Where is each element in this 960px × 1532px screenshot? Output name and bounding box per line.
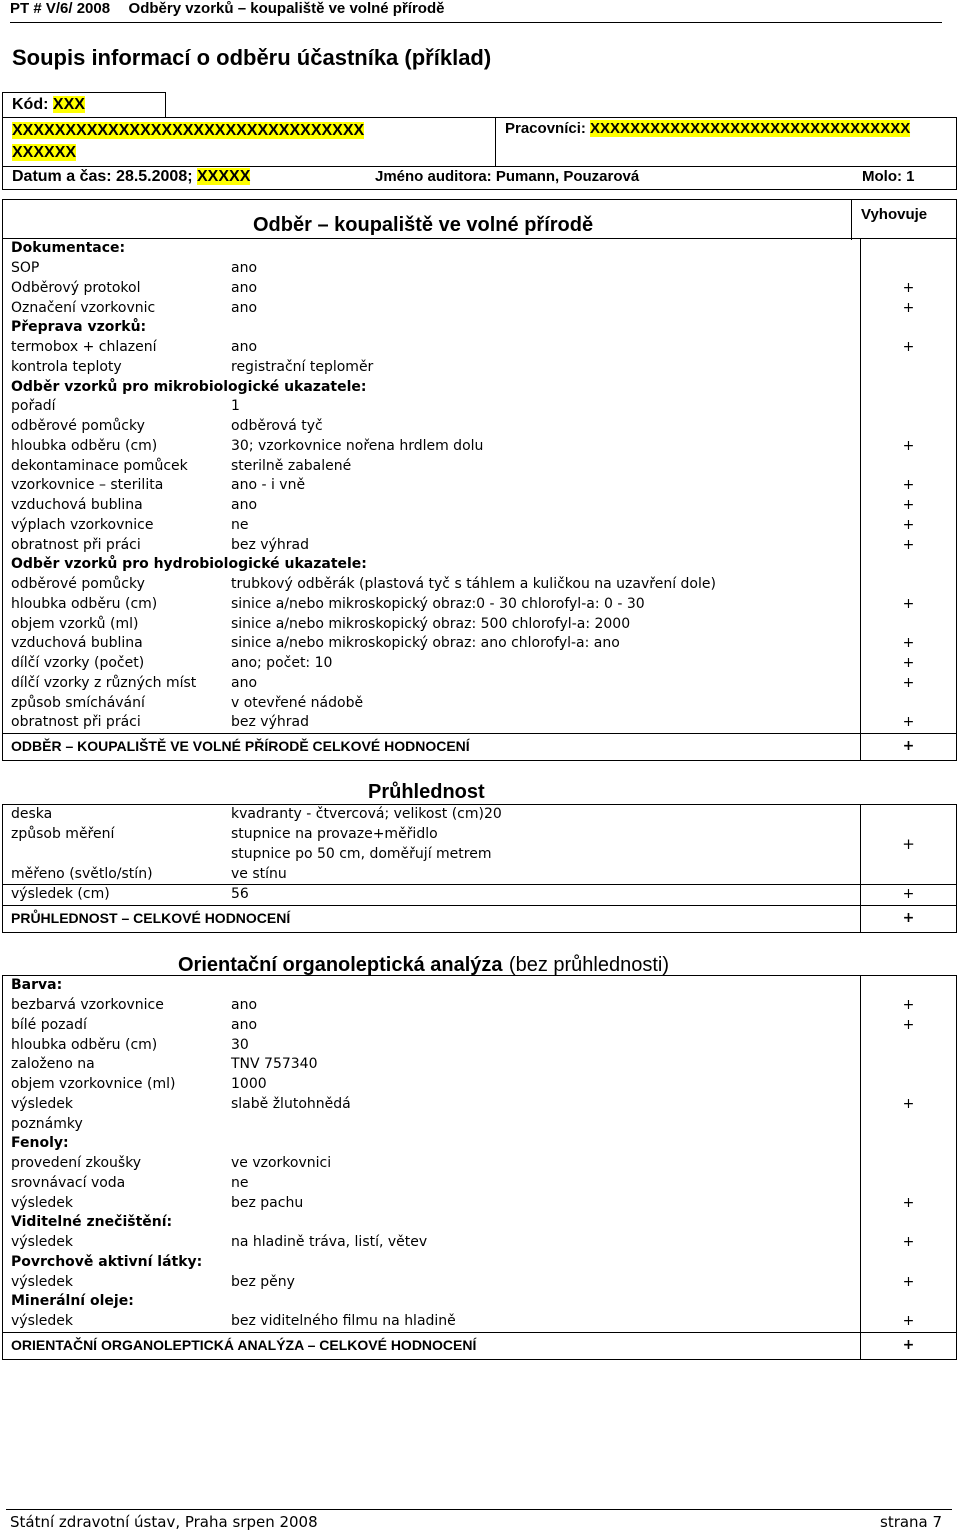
table-row — [3, 1055, 957, 1075]
row-mark — [861, 1253, 957, 1273]
table-row — [3, 1292, 957, 1312]
header-divider — [10, 22, 942, 23]
row-mark — [861, 417, 957, 437]
row-mark: + — [861, 476, 957, 496]
row-label: výsledek — [3, 1272, 224, 1292]
table-row — [3, 1016, 957, 1036]
total-label: PRŮHLEDNOST – CELKOVÉ HODNOCENÍ — [3, 905, 861, 932]
row-label: objem vzorkovnice (ml) — [3, 1075, 224, 1095]
footer-page-number: strana 7 — [880, 1513, 943, 1531]
row-heading: Minerální oleje: — [3, 1292, 224, 1312]
row-value: ano — [231, 674, 258, 691]
row-mark — [861, 358, 957, 378]
row-label: výsledek — [3, 1095, 224, 1115]
row-mark: + — [861, 1193, 957, 1213]
row-label: provedení zkoušky — [3, 1154, 224, 1174]
total-row — [3, 905, 957, 932]
code-label: Kód: — [12, 96, 49, 113]
complies-header: Vyhovuje — [861, 206, 928, 223]
table-row — [3, 845, 957, 865]
row-value: bez výhrad — [231, 714, 309, 731]
row-value: odběrová tyč — [231, 418, 323, 435]
table-row — [3, 516, 957, 536]
row-mark: + — [861, 496, 957, 516]
row-value: TNV 757340 — [231, 1056, 318, 1073]
row-mark — [861, 456, 957, 476]
row-label: způsob měření — [3, 825, 224, 845]
table-row — [3, 614, 957, 634]
table-row — [3, 996, 957, 1016]
table-row — [3, 885, 957, 906]
row-value: bez výhrad — [231, 536, 309, 553]
row-label: dílčí vzorky z různých míst — [3, 674, 224, 694]
row-value — [223, 239, 861, 259]
code-value-3: XXXXXX — [12, 144, 77, 161]
row-mark: + — [861, 634, 957, 654]
row-mark: + — [861, 654, 957, 674]
row-value: ve stínu — [231, 865, 287, 882]
row-mark — [861, 1154, 957, 1174]
table-row — [3, 298, 957, 318]
table-row — [3, 1075, 957, 1095]
row-label: výplach vzorkovnice — [3, 516, 224, 536]
code-value-2: XXXXXXXXXXXXXXXXXXXXXXXXXXXXXXXXX — [12, 122, 365, 139]
row-heading: Barva: — [3, 976, 224, 996]
row-value — [223, 1253, 861, 1273]
table-row — [3, 1233, 957, 1253]
row-label: objem vzorků (ml) — [3, 614, 224, 634]
row-value — [223, 1292, 861, 1312]
row-label: výsledek — [3, 1312, 224, 1332]
row-value: 30 — [231, 1036, 249, 1053]
table-row — [3, 456, 957, 476]
row-value: ano — [231, 497, 258, 514]
row-label: srovnávací voda — [3, 1174, 224, 1194]
row-value: na hladině tráva, listí, větev — [231, 1234, 428, 1251]
row-value: sterilně zabalené — [231, 457, 352, 474]
row-value: registrační teploměr — [231, 358, 374, 375]
row-value: ano — [231, 260, 258, 277]
row-value — [223, 1134, 861, 1154]
total-row — [3, 733, 957, 760]
row-label: měřeno (světlo/stín) — [3, 864, 224, 884]
row-mark — [861, 1114, 957, 1134]
row-mark: + — [861, 298, 957, 318]
pier-field: Molo: 1 — [862, 168, 915, 185]
row-value: slabě žlutohnědá — [231, 1095, 351, 1112]
row-value: bez pěny — [231, 1273, 295, 1290]
table-row — [3, 864, 957, 884]
table-row — [3, 805, 957, 825]
table-row — [3, 634, 957, 654]
table-row — [3, 1174, 957, 1194]
row-label: založeno na — [3, 1055, 224, 1075]
row-heading: Fenoly: — [3, 1134, 224, 1154]
row-heading: Povrchově aktivní látky: — [3, 1253, 224, 1273]
row-mark: + — [861, 713, 957, 733]
table-row — [3, 1253, 957, 1273]
table-row — [3, 1272, 957, 1292]
row-value: trubkový odběrák (plastová tyč s táhlem a kuličkou na uzavření dole) — [231, 576, 716, 593]
row-value — [223, 318, 861, 338]
section1-header — [2, 199, 957, 239]
table-row — [3, 1134, 957, 1154]
row-label: hloubka odběru (cm) — [3, 595, 224, 615]
row-value: sinice a/nebo mikroskopický obraz: 500 chlorofyl-a: 2000 — [231, 615, 631, 632]
table-row — [3, 397, 957, 417]
row-label: Odběrový protokol — [3, 279, 224, 299]
row-label: vzduchová bublina — [3, 634, 224, 654]
row-value: 56 — [223, 885, 861, 906]
row-mark: + — [861, 674, 957, 694]
section3-title — [178, 952, 669, 977]
row-value: ano — [231, 997, 258, 1014]
row-value: stupnice po 50 cm, doměřují metrem — [231, 845, 492, 862]
code-value: XXX — [52, 96, 85, 113]
row-value: stupnice na provaze+měřidlo — [231, 826, 438, 843]
row-mark: + — [861, 805, 957, 885]
doc-code: PT # V/6/ 2008 — [10, 0, 111, 17]
footer-institution: Státní zdravotní ústav, Praha srpen 2008 — [10, 1513, 318, 1531]
row-label: Označení vzorkovnic — [3, 298, 224, 318]
row-value: ano; počet: 10 — [231, 655, 333, 672]
row-value: sinice a/nebo mikroskopický obraz:0 - 30 chlorofyl-a: 0 - 30 — [231, 595, 645, 612]
row-label: odběrové pomůcky — [3, 417, 224, 437]
table-row — [3, 825, 957, 845]
auditor-field: Jméno auditora: Pumann, Pouzarová — [375, 168, 640, 185]
row-mark: + — [861, 885, 957, 906]
row-label: bezbarvá vzorkovnice — [3, 996, 224, 1016]
row-label — [3, 845, 224, 865]
row-label: termobox + chlazení — [3, 338, 224, 358]
row-label: vzduchová bublina — [3, 496, 224, 516]
row-value: ano — [231, 339, 258, 356]
row-value: sinice a/nebo mikroskopický obraz: ano chlorofyl-a: ano — [231, 635, 620, 652]
row-label: poznámky — [3, 1114, 224, 1134]
workers-label: Pracovníci: — [505, 120, 586, 137]
table-row — [3, 259, 957, 279]
table-row — [3, 318, 957, 338]
row-heading: Odběr vzorků pro mikrobiologické ukazatele: — [3, 377, 861, 397]
section2-title: Průhlednost — [368, 781, 485, 803]
row-value: 1000 — [231, 1076, 267, 1093]
table-row — [3, 693, 957, 713]
row-mark — [861, 1075, 957, 1095]
total-mark: + — [861, 905, 957, 932]
total-label: ORIENTAČNÍ ORGANOLEPTICKÁ ANALÝZA – CELKOVÉ HODNOCENÍ — [3, 1332, 861, 1359]
row-label: dílčí vzorky (počet) — [3, 654, 224, 674]
page-header — [10, 0, 940, 22]
table-row — [3, 1154, 957, 1174]
table-row — [3, 1035, 957, 1055]
table-row — [3, 654, 957, 674]
page-title: Soupis informací o odběru účastníka (příklad) — [12, 45, 492, 70]
row-value: 30; vzorkovnice nořena hrdlem dolu — [231, 437, 484, 454]
row-label: pořadí — [3, 397, 224, 417]
row-value: ve vzorkovnici — [231, 1155, 332, 1172]
table-row — [3, 496, 957, 516]
row-mark — [861, 1174, 957, 1194]
table-row — [3, 674, 957, 694]
row-mark — [861, 1213, 957, 1233]
row-label: způsob smíchávání — [3, 693, 224, 713]
row-mark: + — [861, 595, 957, 615]
row-heading: Přeprava vzorků: — [3, 318, 224, 338]
row-mark — [861, 239, 957, 259]
total-row — [3, 1332, 957, 1359]
row-mark: + — [861, 516, 957, 536]
row-label: SOP — [3, 259, 224, 279]
row-value — [223, 1213, 861, 1233]
table-row — [3, 595, 957, 615]
row-value: bez pachu — [231, 1194, 304, 1211]
row-value: bez viditelného filmu na hladině — [231, 1313, 456, 1330]
row-label: výsledek — [3, 1193, 224, 1213]
row-label: obratnost při práci — [3, 713, 224, 733]
row-mark — [861, 1134, 957, 1154]
row-label: kontrola teploty — [3, 358, 224, 378]
row-heading: Viditelné znečištění: — [3, 1213, 224, 1233]
section1-table — [2, 238, 957, 761]
row-mark: + — [861, 437, 957, 457]
row-value: ano - i vně — [231, 477, 306, 494]
table-row — [3, 437, 957, 457]
row-mark — [861, 555, 957, 575]
datetime-value: XXXXX — [197, 168, 251, 185]
row-value: ne — [231, 1174, 249, 1191]
datetime-field — [12, 168, 250, 186]
row-mark — [861, 575, 957, 595]
table-row — [3, 358, 957, 378]
table-row — [3, 1095, 957, 1115]
table-row — [3, 338, 957, 358]
table-row — [3, 239, 957, 259]
code-field — [12, 96, 85, 114]
row-mark — [861, 377, 957, 397]
row-label: vzorkovnice – sterilita — [3, 476, 224, 496]
row-mark: + — [861, 1312, 957, 1332]
row-mark — [861, 397, 957, 417]
row-mark — [861, 1055, 957, 1075]
row-label: dekontaminace pomůcek — [3, 456, 224, 476]
row-mark: + — [861, 279, 957, 299]
table-row — [3, 279, 957, 299]
row-value — [223, 976, 861, 996]
row-mark: + — [861, 1016, 957, 1036]
row-mark — [861, 318, 957, 338]
row-value: 1 — [231, 398, 240, 415]
table-row — [3, 1312, 957, 1332]
table-row — [3, 377, 957, 397]
section3-title-bold: Orientační organoleptická analýza — [178, 954, 503, 976]
footer-divider — [6, 1509, 952, 1510]
row-label: hloubka odběru (cm) — [3, 1035, 224, 1055]
row-mark — [861, 693, 957, 713]
row-mark — [861, 1035, 957, 1055]
total-mark: + — [861, 733, 957, 760]
row-label: hloubka odběru (cm) — [3, 437, 224, 457]
table-row — [3, 555, 957, 575]
table-row — [3, 1213, 957, 1233]
row-mark: + — [861, 1233, 957, 1253]
code-continuation — [12, 120, 492, 164]
row-heading: Dokumentace: — [3, 239, 224, 259]
doc-subject: Odběry vzorků – koupaliště ve volné přírodě — [128, 0, 445, 17]
row-value: kvadranty - čtvercová; velikost (cm)20 — [223, 805, 861, 825]
row-label: výsledek — [3, 1233, 224, 1253]
workers-value: XXXXXXXXXXXXXXXXXXXXXXXXXXXXXXXX — [590, 120, 911, 137]
row-mark — [861, 976, 957, 996]
row-mark: + — [861, 1095, 957, 1115]
row-mark: + — [861, 996, 957, 1016]
row-label: odběrové pomůcky — [3, 575, 224, 595]
row-value: ano — [231, 299, 258, 316]
table-row — [3, 417, 957, 437]
row-mark — [861, 259, 957, 279]
row-value: v otevřené nádobě — [231, 694, 364, 711]
row-value: ano — [231, 1016, 258, 1033]
table-row — [3, 1193, 957, 1213]
datetime-label: Datum a čas: 28.5.2008; — [12, 168, 193, 185]
row-value — [223, 1114, 861, 1134]
section3-table — [2, 975, 957, 1360]
section2-table — [2, 804, 957, 933]
table-row — [3, 535, 957, 555]
section1-title: Odběr – koupaliště ve volné přírodě — [253, 214, 594, 236]
row-heading: Odběr vzorků pro hydrobiologické ukazatele: — [3, 555, 861, 575]
row-mark: + — [861, 535, 957, 555]
row-value: ne — [231, 516, 249, 533]
row-value: ano — [231, 279, 258, 296]
row-label: bílé pozadí — [3, 1016, 224, 1036]
section3-title-normal: (bez průhlednosti) — [508, 954, 670, 976]
total-label: ODBĚR – KOUPALIŠTĚ VE VOLNÉ PŘÍRODĚ CELKOVÉ HODNOCENÍ — [3, 733, 861, 760]
table-row — [3, 1114, 957, 1134]
table-row — [3, 976, 957, 996]
table-row — [3, 713, 957, 733]
table-row — [3, 575, 957, 595]
row-label: deska — [3, 805, 224, 825]
row-mark: + — [861, 338, 957, 358]
workers-field — [505, 120, 910, 137]
total-mark: + — [861, 1332, 957, 1359]
row-label: výsledek (cm) — [3, 885, 224, 906]
table-row — [3, 476, 957, 496]
row-mark: + — [861, 1272, 957, 1292]
row-mark — [861, 1292, 957, 1312]
row-label: obratnost při práci — [3, 535, 224, 555]
row-mark — [861, 614, 957, 634]
